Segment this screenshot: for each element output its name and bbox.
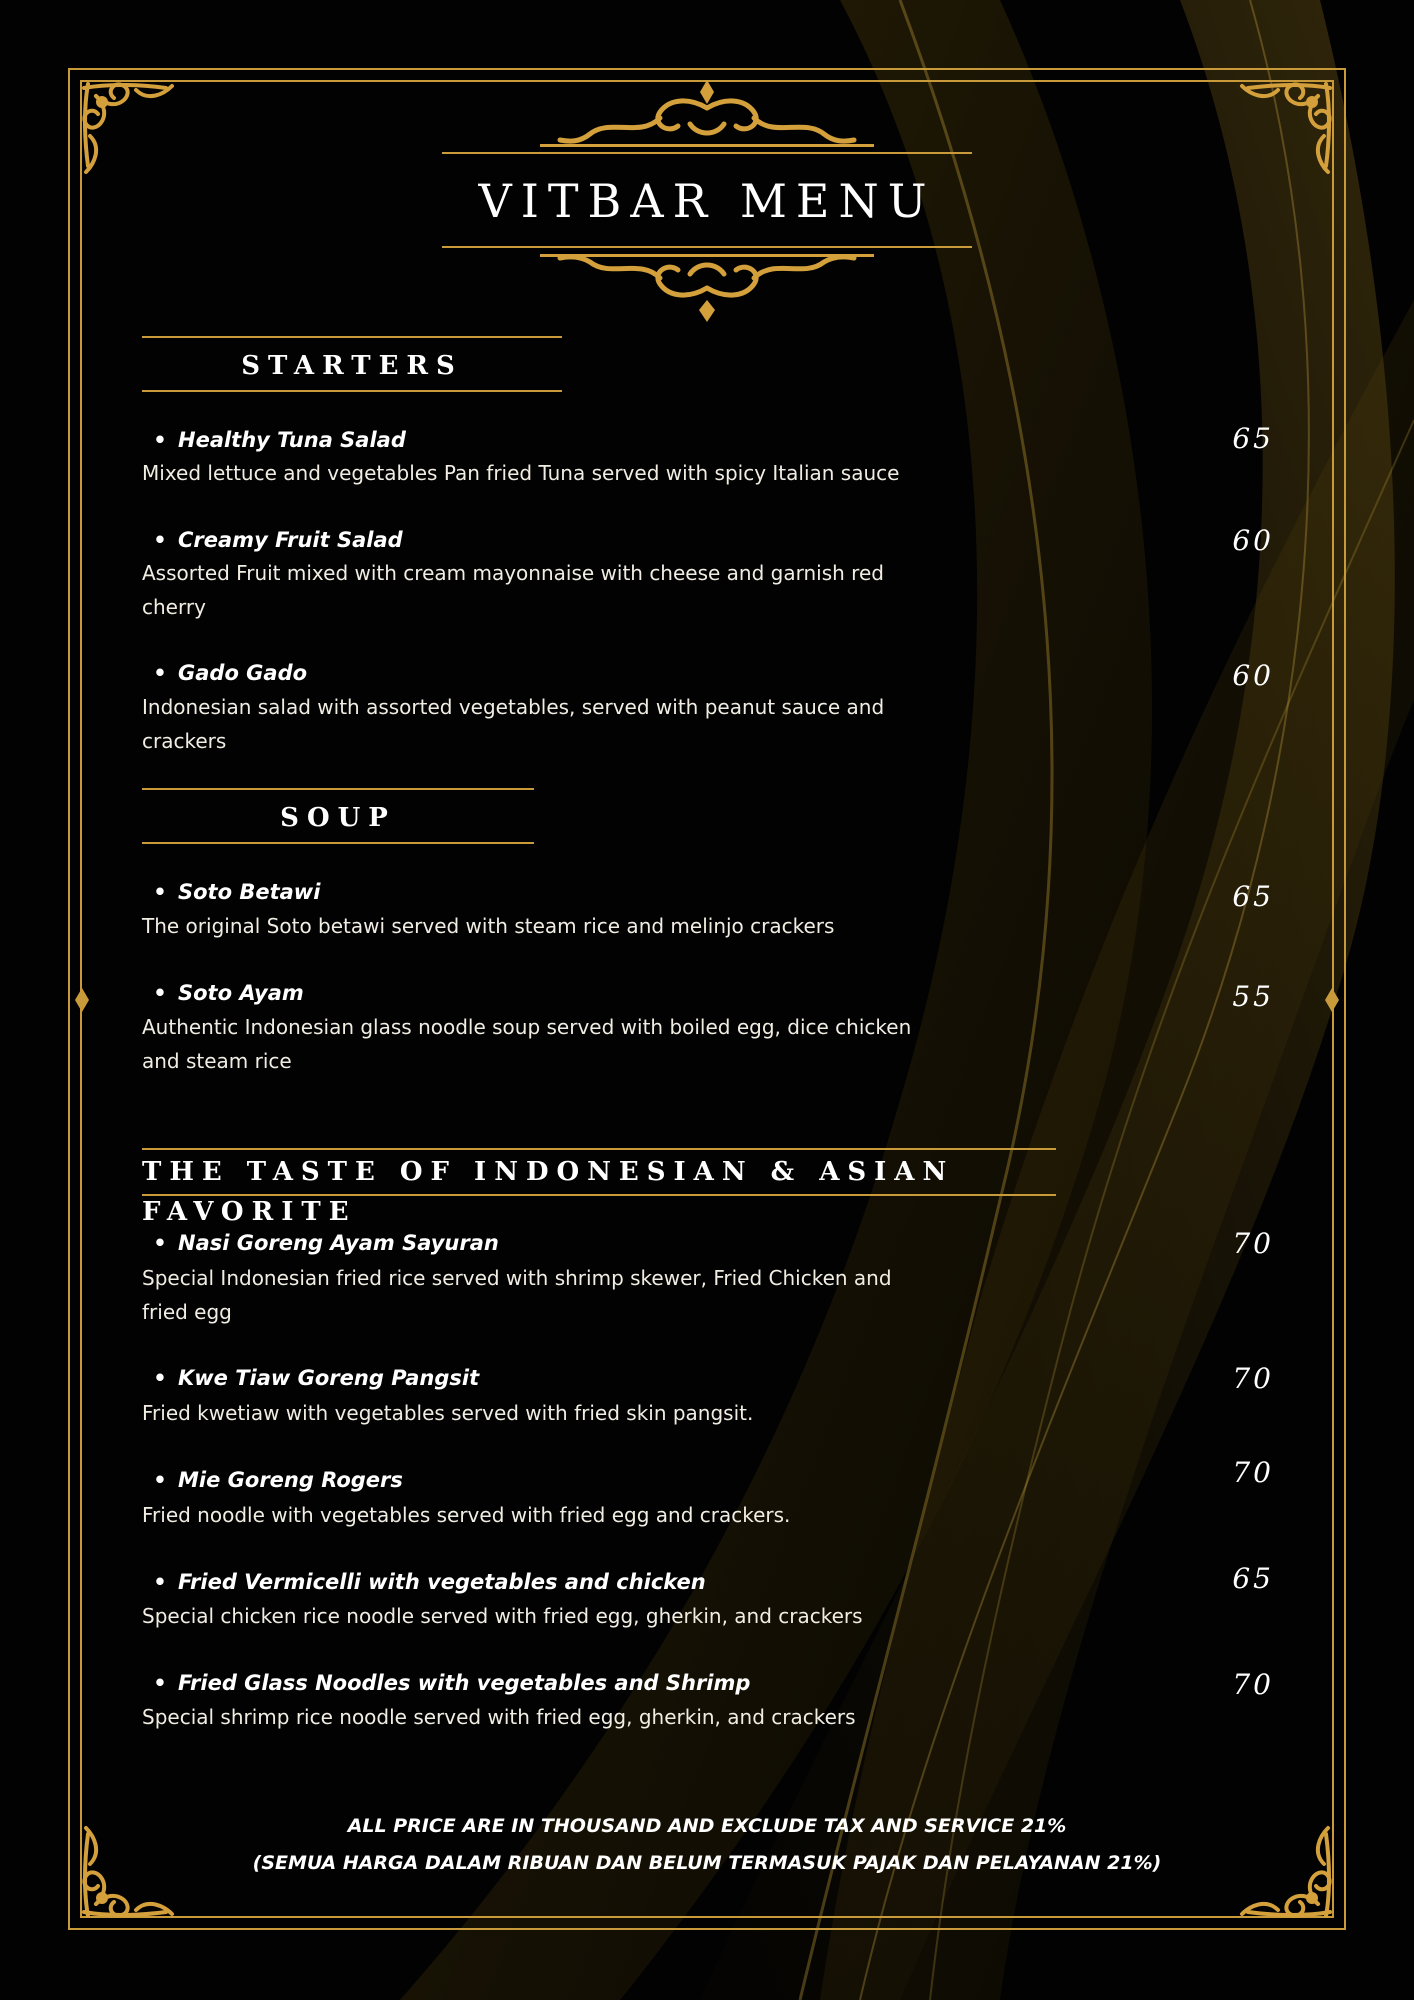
menu-item-name: • Gado Gado [153,661,308,685]
menu-title: VITBAR MENU [478,174,936,228]
menu-item-description: Special chicken rice noodle served with fried egg, gherkin, and crackers [142,1604,863,1628]
menu-item-price: 55 [1232,980,1274,1013]
starters-rule-top [142,336,562,338]
title-rule-top [442,152,972,154]
soup-rule-bottom [142,842,534,844]
menu-item-description: Special Indonesian fried rice served with shrimp skewer, Fried Chicken and fried egg [142,1266,892,1324]
menu-item-name: • Fried Glass Noodles with vegetables and Shrimp [153,1671,751,1695]
favorites-rule-top [142,1148,1056,1150]
starters-rule-bottom [142,390,562,392]
menu-item-description: Indonesian salad with assorted vegetables, served with peanut sauce and crackers [142,695,885,753]
menu-item-price: 65 [1232,880,1274,913]
menu-item-name: • Creamy Fruit Salad [153,528,403,552]
footer-note-indonesian: (SEMUA HARGA DALAM RIBUAN DAN BELUM TERMASUK PAJAK DAN PELAYANAN 21%) [252,1852,1162,1874]
corner-ornament-top-right [1218,76,1338,196]
menu-item-name: • Soto Betawi [153,880,321,904]
section-title-starters: STARTERS [241,351,463,381]
footer-note-english: ALL PRICE ARE IN THOUSAND AND EXCLUDE TAX AND SERVICE 21% [347,1815,1067,1837]
menu-item-price: 70 [1232,1668,1274,1701]
menu-item-description: The original Soto betawi served with steam rice and melinjo crackers [142,914,835,938]
header-flourish-top [540,78,874,148]
menu-item-name: • Fried Vermicelli with vegetables and chicken [153,1570,706,1594]
menu-item-price: 70 [1232,1362,1274,1395]
menu-item-price: 65 [1232,422,1274,455]
menu-item-description: Authentic Indonesian glass noodle soup served with boiled egg, dice chicken and steam rice [142,1015,912,1073]
section-title-favorites: THE TASTE OF INDONESIAN & ASIAN FAVORITE [142,1157,955,1227]
section-title-soup: SOUP [280,803,396,833]
menu-item-name: • Mie Goreng Rogers [153,1468,403,1492]
menu-item-name: • Healthy Tuna Salad [153,428,406,452]
menu-item-price: 60 [1232,659,1274,692]
corner-ornament-top-left [76,76,196,196]
favorites-rule-bottom [142,1194,1056,1196]
menu-item-price: 60 [1232,524,1274,557]
left-side-mark [75,988,89,1012]
menu-item-name: • Kwe Tiaw Goreng Pangsit [153,1366,480,1390]
menu-item-price: 70 [1232,1456,1274,1489]
menu-item-description: Mixed lettuce and vegetables Pan fried Tuna served with spicy Italian sauce [142,461,900,485]
soup-rule-top [142,788,534,790]
menu-item-price: 65 [1232,1562,1274,1595]
menu-item-description: Assorted Fruit mixed with cream mayonnaise with cheese and garnish red cherry [142,561,884,619]
header-flourish-bottom [540,248,874,324]
menu-item-description: Fried noodle with vegetables served with fried egg and crackers. [142,1503,791,1527]
menu-item-name: • Nasi Goreng Ayam Sayuran [153,1231,499,1255]
right-side-mark [1325,988,1339,1012]
menu-item-description: Special shrimp rice noodle served with fried egg, gherkin, and crackers [142,1705,856,1729]
menu-item-price: 70 [1232,1227,1274,1260]
menu-item-name: • Soto Ayam [153,981,304,1005]
menu-item-description: Fried kwetiaw with vegetables served with fried skin pangsit. [142,1401,754,1425]
